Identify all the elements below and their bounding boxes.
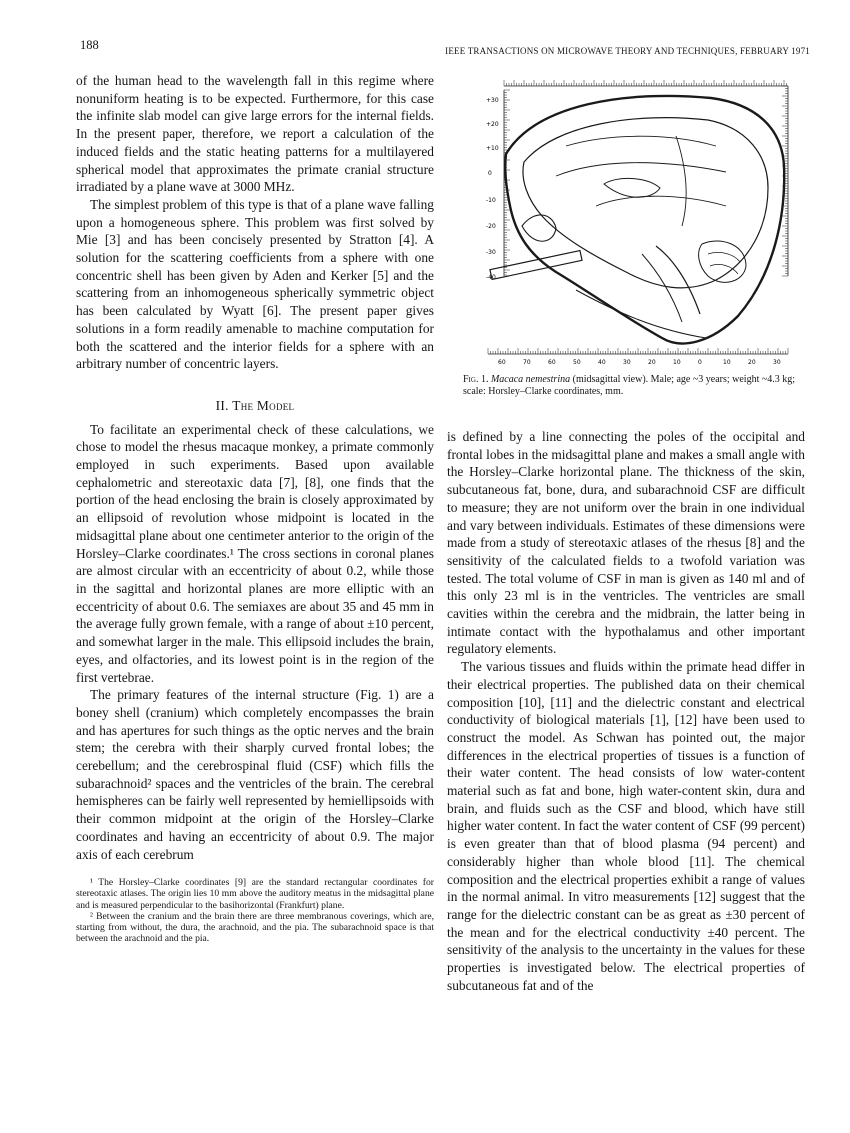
brain-stem: [656, 246, 700, 314]
right-column: [447, 428, 805, 995]
footnotes: [76, 877, 434, 944]
x-tick-label: 40: [598, 359, 606, 366]
x-tick-label: 30: [623, 359, 631, 366]
figure-caption-text: (midsagittal view). Male; age ~3 years; weight ~4.3 kg; scale: Horsley–Clarke coordinates, mm.: [463, 374, 796, 397]
orbit: [522, 215, 556, 241]
x-tick-label: 60: [498, 359, 506, 366]
paragraph-electrical-properties: The various tissues and fluids within the primate head differ in their electrical properties. The published data on their chemical composition [10], [11] and the dielectric constant and electrical conductivity of biological materials [1], [12] have been used to construct the model. As Schwan has pointed out, the major differences in the electrical properties of tissues is a function of their water content. The head consists of low water-content material such as fat and bone, high water-content skin, dura and brain, and fluids such as the CSF and blood, which have still higher water content. In fact the water content of CSF (99 percent) is even greater than that of blood plasma (94 percent) and considerably higher than whole blood [11]. The chemical composition and the electrical properties exhibit a range of values in the normal animal. In vitro measurements [12] suggest that the range for the dielectric constant can be as great as ±30 percent of the mean and for the electrical conductivity ±40 percent. The sensitivity of the analysis to the uncertainty in the values for these properties is investigated below. The electrical properties of subcutaneous fat and of the: [447, 659, 805, 993]
footnote-1: ¹ The Horsley–Clarke coordinates [9] are the standard rectangular coordinates for stereotaxic atlases. The origin lies 10 mm above the auditory meatus in the midsagittal plane and is measured perpendicular to the basihorizontal (Frankfurt) plane.: [76, 877, 434, 911]
paragraph-cerebrum-axis: is defined by a line connecting the poles of the occipital and frontal lobes in the midsagittal plane and makes a small angle with the Horsley–Clarke horizontal plane. The thickness of the skin, subcutaneous fat, bone, dura, and subarachnoid CSF are difficult to measure; they are not uniform over the brain in one individual and vary between individuals. Estimates of these dimensions were made from a study of stereotaxic atlases of the rhesus [8] and the sensitivity of the calculated fields to a twofold variation was tested. The total volume of CSF in man is given as 140 ml and of this only 23 ml is in the ventricles. The ventricles are small cavities within the cerebra and the midbrain, the latter being in intimate contact with the hypothalamus and other important regulatory elements.: [447, 429, 805, 657]
x-tick-label: 0: [698, 359, 702, 366]
y-tick-label: -20: [486, 223, 496, 230]
ruler-top: [504, 80, 788, 86]
cerebellum-folia: [708, 252, 740, 274]
cerebral-sulcus: [556, 163, 726, 176]
y-tick-labels: [486, 97, 499, 281]
cerebral-sulcus: [566, 136, 716, 146]
paragraph-internal-structure: The primary features of the internal structure (Fig. 1) are a boney shell (cranium) which completely encompasses the brain and has apertures for such things as the optic nerves and the brain stem; the cerebra with their sharply curved frontal lobes; the cerebellum; and the cerebrospinal fluid (CSF) which fills the subarachnoid² spaces and the ventricles of the brain. The cerebral hemispheres can be fairly well represented by hemiellipsoids with their common midpoint at the origin of the Horsley–Clarke coordinates and having an eccentricity of about 0.9. The major axis of each cerebrum: [76, 687, 434, 862]
figure-caption: [463, 374, 805, 398]
figure-1: [476, 76, 796, 368]
cerebral-sulcus: [596, 196, 726, 206]
x-tick-labels: [498, 359, 781, 366]
footnote-2: ² Between the cranium and the brain there are three membranous coverings, which are, starting from without, the dura, the arachnoid, and the pia. The subarachnoid space is that between the arachnoid and the pia.: [76, 910, 434, 945]
x-tick-label: 30: [773, 359, 781, 366]
section-heading: II. The Model: [215, 397, 295, 413]
figure-image: [476, 76, 796, 368]
y-tick-label: +10: [486, 145, 499, 152]
intro-paragraph: of the human head to the wavelength fall in this regime where nonuniform heating is to be expected. Furthermore, for this case the infinite slab model can give large errors for the internal fields. In the present paper, therefore, we report a calculation of the induced fields and the static heating patterns for a multilayered spherical model that approximates the primate cranial structure irradiated by a plane wave at 3000 MHz.: [76, 73, 434, 195]
figure-caption-species: Macaca nemestrina: [490, 374, 571, 385]
paragraph-simplest-problem: The simplest problem of this type is that of a plane wave falling upon a homogeneous sphere. This problem was first solved by Mie [3] and has been concisely presented by Stratton [4]. A solution for the scattering coefficients from a sphere with one concentric shell has been given by Aden and Kerker [5] and the scattering from an inhomogeneous spherically symmetric object has been calculated by Wyatt [6]. The present paper gives solutions in a form readily amenable to machine computation for both the scattered and the interior fields for a sphere with an arbitrary number of concentric layers.: [76, 196, 434, 372]
skull-outline: [505, 96, 784, 344]
paragraph-model-intro: To facilitate an experimental check of these calculations, we chose to model the rhesus macaque monkey, a primate commonly employed in such experiments. Based upon available cephalometric and stereotaxic data [7], [8], one finds that the portion of the head enclosing the brain is closely approximated by an ellipsoid of revolution whose midpoint is located in the midsagittal plane about one centimeter anterior to the origin of the Horsley–Clarke coordinates.¹ The cross sections in coronal planes are almost circular with an eccentricity of about 0.2, while those in the sagittal and horizontal planes are more elliptic with an eccentricity of about 0.6. The semiaxes are about 35 and 45 mm in the average fully grown female, with a range of about ±10 percent, and somewhat larger in the male. This ellipsoid includes the brain, eyes, and olfactories, and its lowest point is in the region of the first vertebrae.: [76, 421, 434, 685]
figure-caption-lead: Fig. 1.: [463, 374, 489, 385]
y-tick-label: 0: [488, 170, 492, 177]
page-number: 188: [80, 38, 99, 52]
y-tick-label: +20: [486, 121, 499, 128]
x-tick-label: 70: [523, 359, 531, 366]
ventricle: [604, 178, 660, 197]
x-tick-label: 50: [573, 359, 581, 366]
running-head: IEEE TRANSACTIONS ON MICROWAVE THEORY AND TECHNIQUES, FEBRUARY 1971: [445, 46, 810, 56]
skull-section-drawing: [490, 96, 784, 344]
x-tick-label: 60: [548, 359, 556, 366]
y-tick-label: -10: [486, 197, 496, 204]
cerebral-sulcus: [676, 136, 686, 226]
y-tick-label: +30: [486, 97, 499, 104]
x-tick-label: 10: [723, 359, 731, 366]
y-tick-label: -30: [486, 249, 496, 256]
x-tick-label: 20: [648, 359, 656, 366]
brain-outline: [523, 118, 768, 288]
x-tick-label: 10: [673, 359, 681, 366]
left-column: [76, 72, 434, 944]
x-tick-label: 20: [748, 359, 756, 366]
ruler-bottom: [488, 348, 788, 354]
y-tick-label: -40: [486, 274, 496, 281]
